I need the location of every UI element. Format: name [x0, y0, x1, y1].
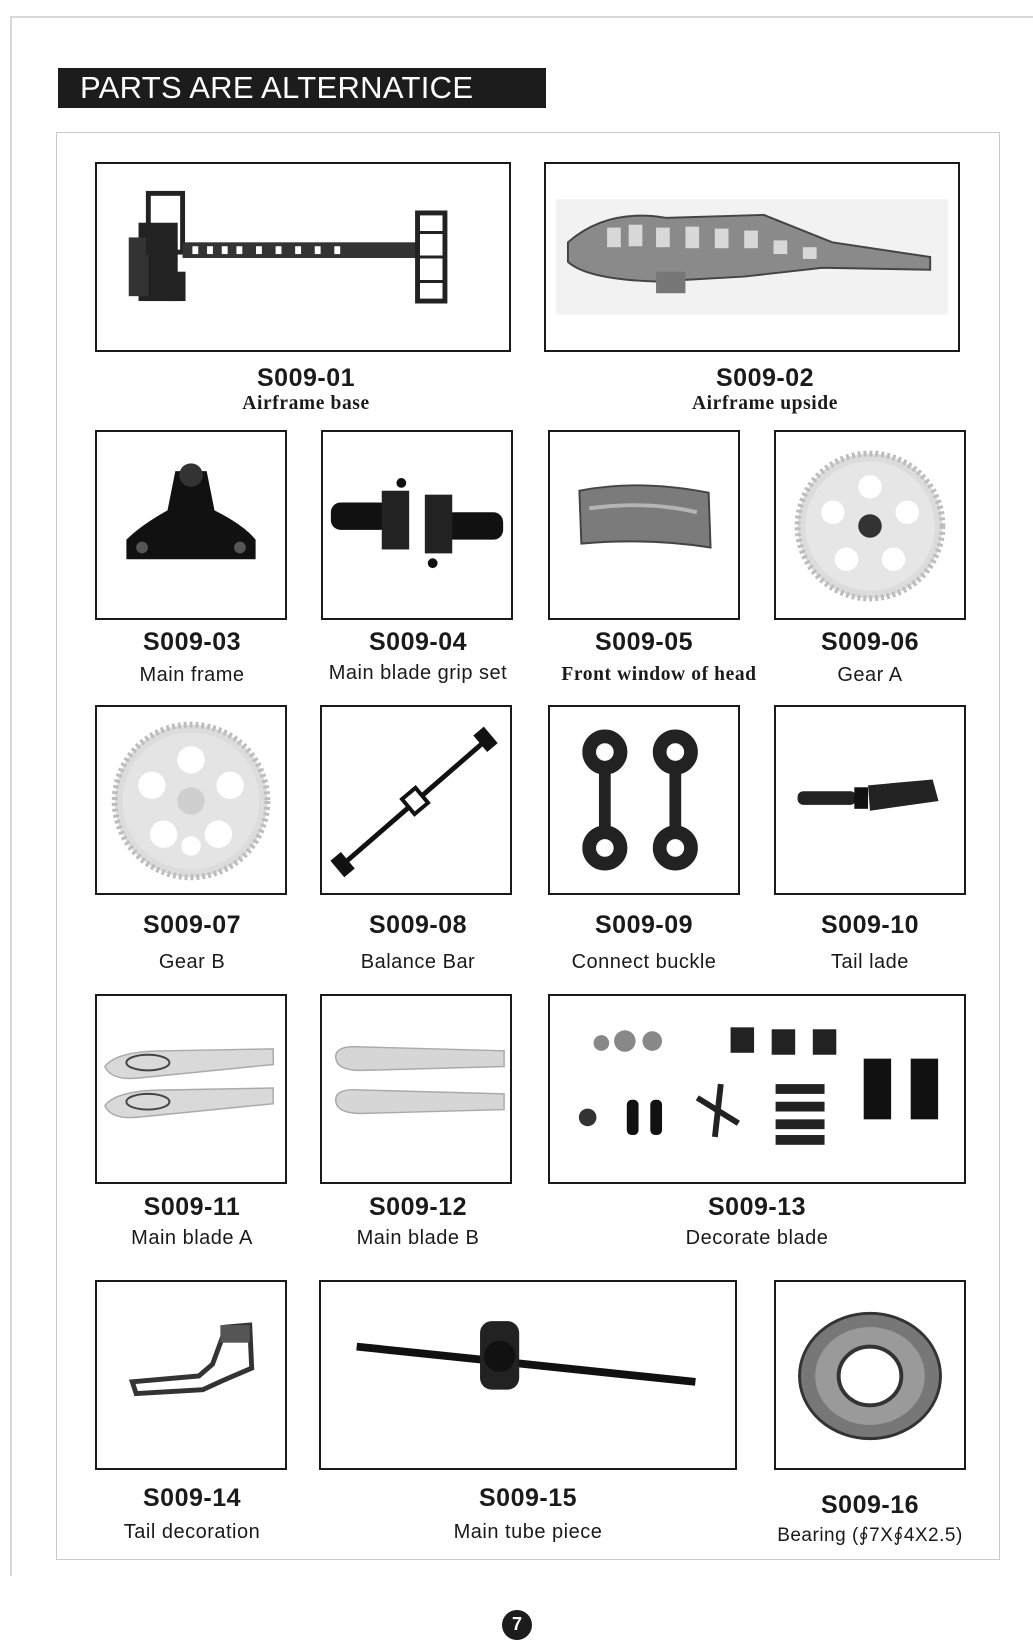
part-name-s009-15: Main tube piece [453, 1521, 603, 1543]
page-number: 7 [502, 1610, 532, 1640]
main-blade-a-icon [97, 996, 285, 1182]
part-name-s009-06: Gear A [837, 664, 903, 686]
part-name-s009-09: Connect buckle [571, 951, 717, 973]
part-image-s009-10 [774, 705, 966, 895]
part-code-s009-08: S009-08 [368, 911, 468, 939]
main-tube-icon [321, 1282, 735, 1468]
part-image-s009-15 [319, 1280, 737, 1470]
part-code-s009-13: S009-13 [707, 1193, 807, 1221]
part-name-s009-11: Main blade A [131, 1227, 253, 1249]
front-window-icon [550, 432, 738, 618]
page-title: PARTS ARE ALTERNATICE [58, 68, 546, 108]
part-image-s009-02 [544, 162, 960, 352]
part-image-s009-01 [95, 162, 511, 352]
part-code-s009-12: S009-12 [368, 1193, 468, 1221]
part-image-s009-07 [95, 705, 287, 895]
airframe-upside-icon [546, 164, 958, 350]
part-code-s009-05: S009-05 [594, 628, 694, 656]
part-code-s009-02: S009-02 [715, 364, 815, 392]
part-code-s009-03: S009-03 [142, 628, 242, 656]
connect-buckle-icon [550, 707, 738, 893]
part-name-s009-10: Tail lade [831, 951, 909, 973]
gear-a-icon [776, 432, 964, 618]
part-image-s009-06 [774, 430, 966, 620]
part-image-s009-05 [548, 430, 740, 620]
tail-decoration-icon [97, 1282, 285, 1468]
part-name-s009-13: Decorate blade [685, 1227, 829, 1249]
part-code-s009-15: S009-15 [478, 1484, 578, 1512]
part-image-s009-09 [548, 705, 740, 895]
part-name-s009-03: Main frame [139, 664, 245, 686]
blade-grip-icon [323, 432, 511, 618]
main-frame-icon [97, 432, 285, 618]
part-name-s009-16: Bearing (∮7X∮4X2.5) [777, 1525, 963, 1546]
part-image-s009-13 [548, 994, 966, 1184]
part-code-s009-01: S009-01 [256, 364, 356, 392]
part-code-s009-10: S009-10 [820, 911, 920, 939]
part-code-s009-06: S009-06 [820, 628, 920, 656]
part-name-s009-05: Front window of head [561, 664, 757, 685]
balance-bar-icon [322, 707, 510, 893]
main-blade-b-icon [322, 996, 510, 1182]
part-name-s009-12: Main blade B [356, 1227, 480, 1249]
part-image-s009-11 [95, 994, 287, 1184]
part-name-s009-08: Balance Bar [360, 951, 476, 973]
part-code-s009-07: S009-07 [142, 911, 242, 939]
tail-blade-icon [776, 707, 964, 893]
part-code-s009-11: S009-11 [143, 1193, 241, 1221]
part-name-s009-07: Gear B [158, 951, 226, 973]
part-code-s009-04: S009-04 [368, 628, 468, 656]
decorate-parts-icon [550, 996, 964, 1182]
part-code-s009-14: S009-14 [142, 1484, 242, 1512]
part-image-s009-04 [321, 430, 513, 620]
gear-b-icon [97, 707, 285, 893]
part-code-s009-09: S009-09 [594, 911, 694, 939]
part-name-s009-02: Airframe upside [691, 393, 839, 414]
part-name-s009-14: Tail decoration [123, 1521, 261, 1543]
bearing-icon [776, 1282, 964, 1468]
part-image-s009-16 [774, 1280, 966, 1470]
part-image-s009-03 [95, 430, 287, 620]
part-image-s009-12 [320, 994, 512, 1184]
part-name-s009-04: Main blade grip set [328, 662, 508, 684]
part-image-s009-14 [95, 1280, 287, 1470]
airframe-base-icon [97, 164, 509, 350]
part-code-s009-16: S009-16 [820, 1491, 920, 1519]
part-image-s009-08 [320, 705, 512, 895]
part-name-s009-01: Airframe base [242, 393, 370, 414]
